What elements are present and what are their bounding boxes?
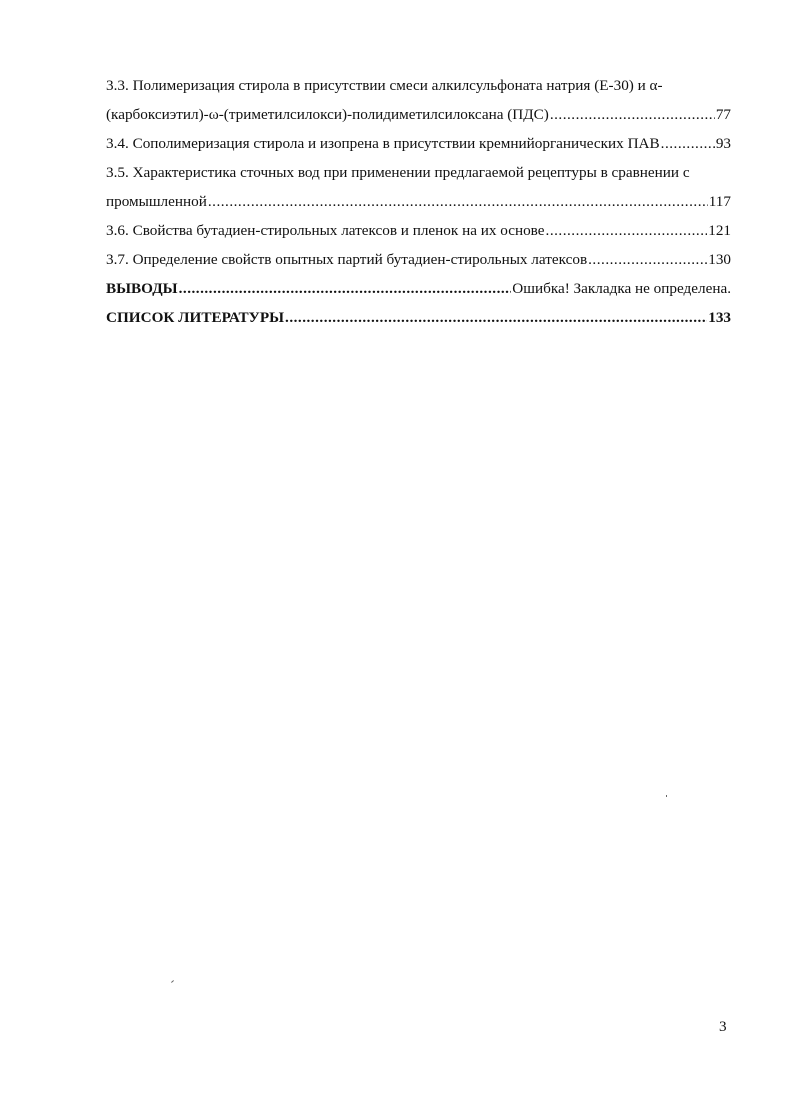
toc-entry-page: 121 xyxy=(708,222,731,239)
toc-entry-3-3-second-line[interactable] xyxy=(106,100,731,129)
toc-entry-3-6[interactable] xyxy=(106,216,731,245)
toc-entry-text: 3.7. Определение свойств опытных партий бутадиен-стирольных латексов xyxy=(106,251,588,268)
toc-entry-text: СПИСОК ЛИТЕРАТУРЫ xyxy=(106,309,285,326)
toc-entry-3-4[interactable] xyxy=(106,129,731,158)
toc-entry-text: промышленной xyxy=(106,193,207,210)
toc-entry-page: Ошибка! Закладка не определена. xyxy=(512,280,731,297)
dot-leader xyxy=(661,129,715,158)
dot-leader xyxy=(208,187,708,216)
toc-entry-text: 3.6. Свойства бутадиен-стирольных латексов и пленок на их основе xyxy=(106,222,545,239)
toc-entry-page: 117 xyxy=(708,193,731,210)
toc-entry-page: 77 xyxy=(715,106,731,123)
toc-entry-text: 3.3. Полимеризация стирола в присутствии смеси алкилсульфоната натрия (Е-30) и α- xyxy=(106,77,663,94)
toc-entry-page: 130 xyxy=(708,251,731,268)
dot-leader xyxy=(179,274,512,303)
toc-entry-text: 3.5. Характеристика сточных вод при применении предлагаемой рецептуры в сравнении с xyxy=(106,164,690,181)
toc-entry-text: ВЫВОДЫ xyxy=(106,280,178,297)
dot-leader xyxy=(550,100,715,129)
toc-entry-page: 93 xyxy=(715,135,731,152)
toc-entry-conclusions[interactable] xyxy=(106,274,731,303)
toc-entry-3-5-first-line xyxy=(106,158,731,187)
dot-leader xyxy=(588,245,707,274)
toc-entry-3-3-first-line xyxy=(106,71,731,100)
page-number: 3 xyxy=(719,1018,727,1035)
toc-entry-3-5-second-line[interactable] xyxy=(106,187,731,216)
dot-leader xyxy=(546,216,708,245)
toc-entry-3-7[interactable] xyxy=(106,245,731,274)
toc-entry-text: (карбоксиэтил)-ω-(триметилсилокси)-полидиметилсилоксана (ПДС) xyxy=(106,106,549,123)
toc-entry-references[interactable] xyxy=(106,303,731,332)
table-of-contents xyxy=(106,71,731,332)
dot-leader xyxy=(285,303,707,332)
toc-entry-text: 3.4. Сополимеризация стирола и изопрена в присутствии кремнийорганических ПАВ xyxy=(106,135,660,152)
toc-entry-page: 133 xyxy=(708,309,731,326)
scan-speck xyxy=(171,980,174,983)
scan-speck xyxy=(666,795,667,797)
